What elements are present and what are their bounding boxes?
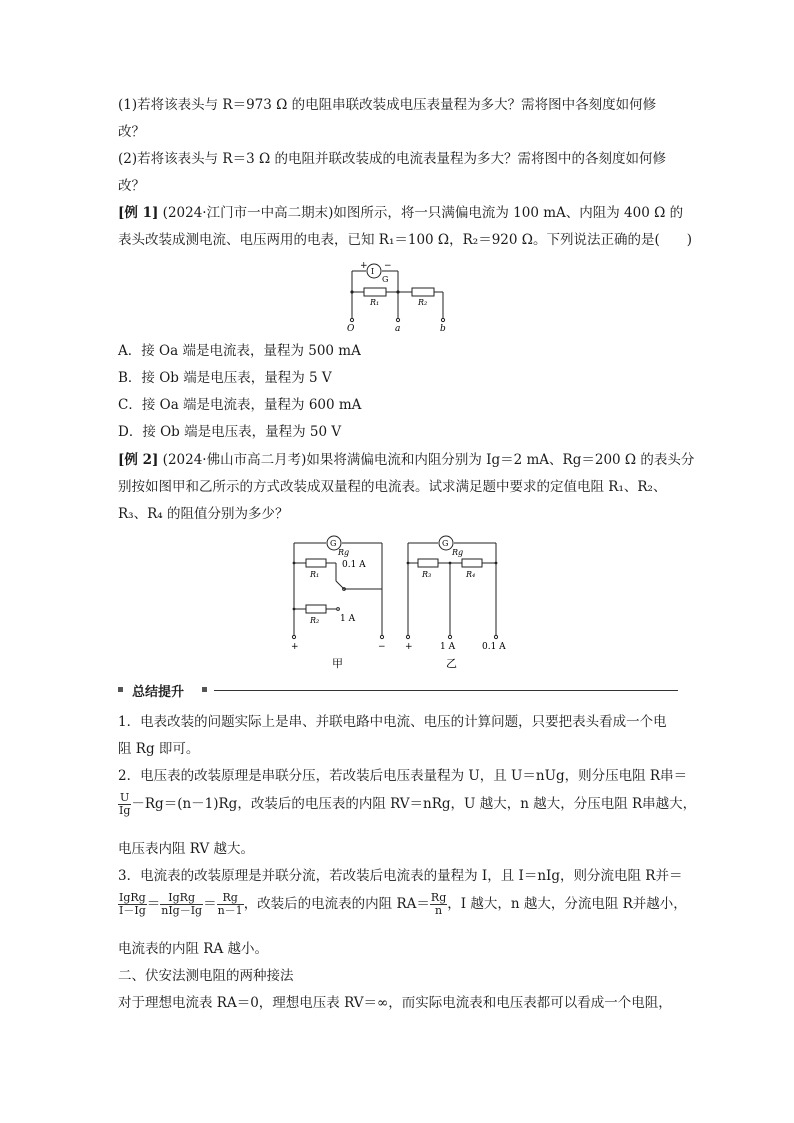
summary-marker-icon	[202, 687, 207, 692]
summary-p2-line-1: 2．电压表的改装原理是串联分压，若改装后电压表量程为 U，且 U＝nUg，则分压电阻 R串＝	[118, 768, 688, 784]
fraction-4: $\frac{Rg}{n}$	[430, 891, 447, 917]
example-2-line-1	[118, 451, 694, 469]
summary-header	[118, 683, 678, 700]
summary-title: 总结提升	[132, 685, 185, 700]
fig1-a-label: a	[395, 324, 401, 334]
fig-jia-caption: 甲	[332, 657, 343, 670]
fig1-b-label: b	[440, 324, 446, 334]
example-1-text: (2024·江门市一中高二期末)如图所示，将一只满偏电流为 100 mA、内阻为 400 Ω 的	[162, 205, 684, 221]
option-d: D．接 Ob 端是电压表，量程为 50 V	[118, 424, 342, 440]
fig-yi-t1: 1 A	[440, 642, 456, 652]
fig-yi-r4: R₄	[466, 570, 476, 579]
svg-text:I: I	[371, 267, 375, 276]
question-1-line-2: 改？	[118, 124, 145, 140]
example-2-figure-yi	[400, 533, 520, 673]
summary-p3-line-3: 电流表的内阻 RA 越小。	[118, 941, 268, 957]
fig1-r2-label: R₂	[418, 298, 428, 307]
section-2-title: 二、伏安法测电阻的两种接法	[118, 968, 294, 984]
summary-p2-line-3: 电压表内阻 RV 越大。	[118, 841, 255, 857]
question-2-line-2: 改？	[118, 178, 145, 194]
summary-rule	[214, 690, 678, 691]
fig-yi-t2: 0.1 A	[482, 642, 506, 652]
option-a: A．接 Oa 端是电流表，量程为 500 mA	[118, 343, 361, 359]
example-2-figure-jia	[286, 533, 396, 673]
fig1-r1-label: R₁	[370, 298, 380, 307]
option-c: C．接 Oa 端是电流表，量程为 600 mA	[118, 397, 362, 413]
fig-yi-rg: Rg	[452, 548, 464, 557]
question-1-line-1: (1)若将该表头与 R＝973 Ω 的电阻串联改装成电压表量程为多大？需将图中各刻度如何修	[118, 97, 657, 113]
fig-jia-i1: 0.1 A	[342, 560, 366, 570]
example-2-line-2: 别按如图甲和乙所示的方式改装成双量程的电流表。试求满足题中要求的定值电阻 R₁、R₂、	[118, 479, 667, 495]
fraction-u-over-ig: $\frac{U}{Ig}$	[119, 791, 131, 817]
fig-jia-r2: R₂	[310, 616, 320, 625]
summary-p3-line-2: $\frac{\text{IgRg}}{I-Ig}$ ＝ $\frac{\text{IgRg}}{\text{nIg－Ig}}$ ＝ $\frac{Rg}{n-1}$ ，改装后的电流表的内阻 RA＝ $\frac{Rg}{n}$ ，I 越大，n 越大，分流电阻 R并越小，	[119, 891, 687, 917]
fig1-g-label: G	[382, 275, 389, 284]
fraction-1: $\frac{\text{IgRg}}{I-Ig}$	[119, 891, 146, 917]
example-2-text: (2024·佛山市高二月考)如果将满偏电流和内阻分别为 Ig＝2 mA、Rg＝200 Ω 的表头分	[162, 452, 695, 468]
fig1-minus: −	[384, 261, 392, 271]
example-1-circuit-figure	[338, 258, 458, 334]
example-2-line-3: R₃、R₄ 的阻值分别为多少？	[118, 506, 289, 522]
example-1-line-1	[118, 204, 683, 222]
question-2-line-1: (2)若将该表头与 R＝3 Ω 的电阻并联改装成的电流表量程为多大？需将图中的各刻度如何修	[118, 151, 666, 167]
fig-jia-rg: Rg	[338, 548, 350, 557]
summary-p3-line-1: 3．电流表的改装原理是并联分流，若改装后电流表的量程为 I，且 I＝nIg，则分流电阻 R并＝	[118, 868, 683, 884]
fig-yi-plus: +	[405, 642, 413, 652]
example-2-tag: [例 2]	[118, 452, 159, 468]
option-b: B．接 Ob 端是电压表，量程为 5 V	[118, 370, 332, 386]
fig-yi-g: G	[442, 539, 449, 548]
summary-marker-icon	[118, 687, 123, 692]
fig1-plus: +	[360, 261, 368, 271]
fig-yi-r3: R₃	[422, 570, 432, 579]
section-2-line-1: 对于理想电流表 RA＝0，理想电压表 RV＝∞，而实际电流表和电压表都可以看成一个电阻，	[118, 995, 672, 1011]
fig-jia-plus: +	[291, 642, 299, 652]
fig-jia-g: G	[330, 539, 337, 548]
example-1-tag: [例 1]	[118, 205, 159, 221]
example-1-line-2: 表头改装成测电流、电压两用的电表，已知 R₁＝100 Ω，R₂＝920 Ω。下列说法正确的是( )	[118, 232, 692, 248]
fig-jia-minus: −	[378, 642, 386, 652]
summary-p2-line-2: $\frac{U}{Ig}$ －Rg＝(n－1)Rg，改装后的电压表的内阻 RV＝nRg，U 越大，n 越大，分压电阻 R串越大，	[119, 791, 697, 817]
fig-jia-i2: 1 A	[340, 614, 356, 624]
fraction-2: $\frac{\text{IgRg}}{\text{nIg－Ig}}$	[161, 891, 203, 917]
fraction-3: $\frac{Rg}{n-1}$	[217, 891, 243, 917]
fig-yi-caption: 乙	[446, 657, 457, 670]
summary-p1-line-1: 1．电表改装的问题实际上是串、并联电路中电流、电压的计算问题，只要把表头看成一个电	[118, 714, 667, 730]
summary-p1-line-2: 阻 Rg 即可。	[118, 741, 200, 757]
fig1-o-label: O	[347, 324, 355, 334]
fig-jia-r1: R₁	[310, 570, 320, 579]
